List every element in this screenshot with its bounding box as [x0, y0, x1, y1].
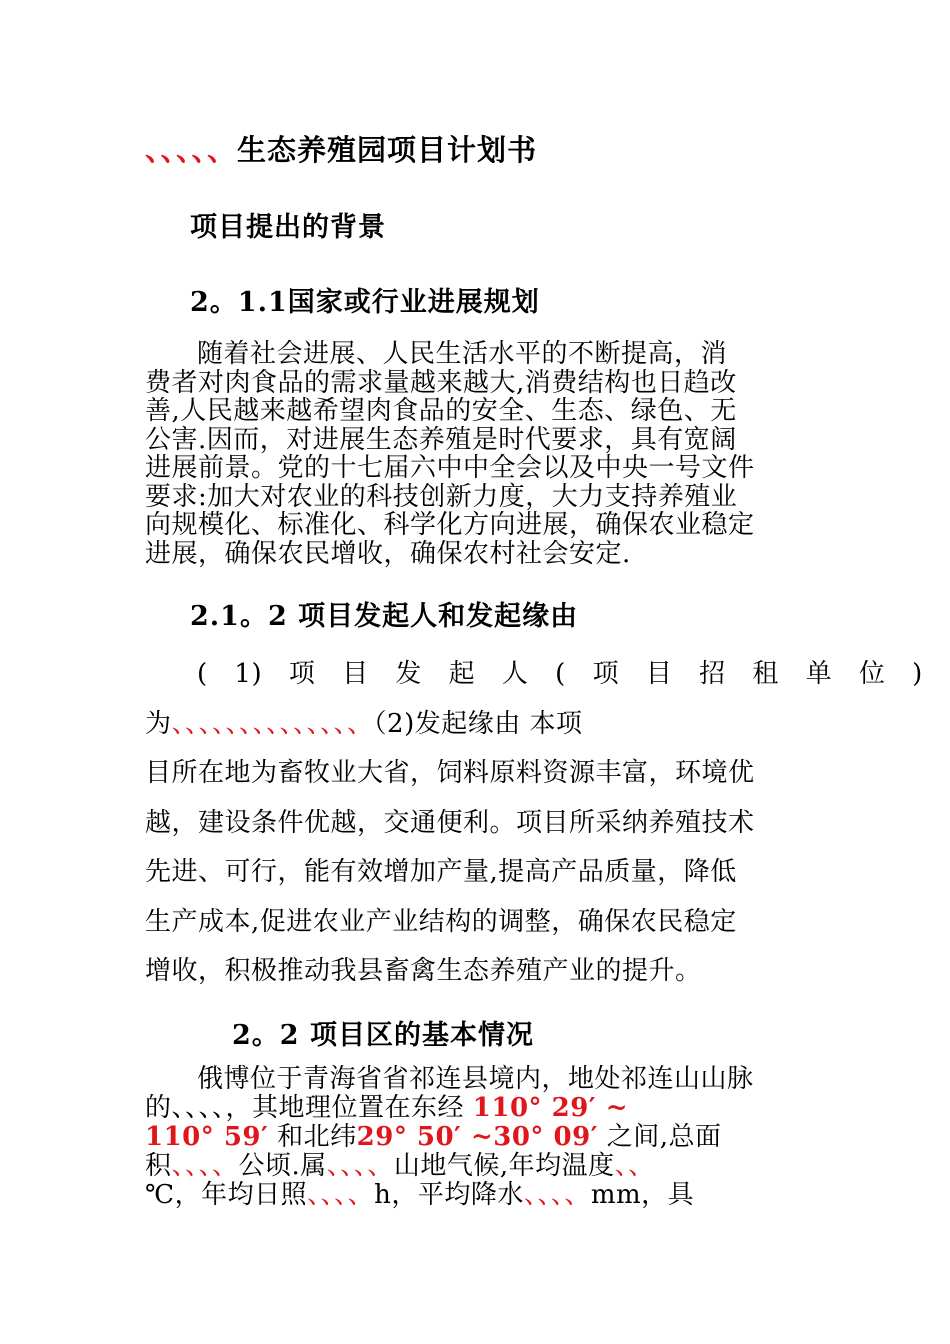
para2-line: 生产成本,促进农业产业结构的调整，确保农民稳定	[145, 906, 737, 937]
placeholder-marks: 、、、、	[326, 1151, 394, 1181]
longitude-value: 110° 59′	[145, 1122, 269, 1152]
latitude-value: 29° 50′ ~30° 09′	[356, 1122, 599, 1152]
paragraph-project-initiator	[145, 650, 923, 997]
para1-line: 要求:加大对农业的科技创新力度，大力支持养殖业	[145, 481, 738, 512]
placeholder-marks: 、、、、	[171, 1151, 239, 1181]
heading-background: 项目提出的背景	[190, 212, 386, 243]
para2-line: ( 1) 项 目 发 起 人 ( 项 目 招 租 单 位 )	[197, 659, 923, 689]
paragraph-project-area	[145, 1065, 754, 1210]
paragraph-development-plan	[145, 340, 755, 568]
para1-line: 随着社会进展、人民生活水平的不断提高，消	[197, 339, 728, 369]
heading-section-2-1-2: 2.1。2 项目发起人和发起缘由	[190, 601, 579, 632]
placeholder-marks: 、、、、	[307, 1180, 375, 1210]
para3-line: ℃，年均日照、、、、h，平均降水、、、、mm，具	[145, 1180, 695, 1210]
para2-line: 越，建设条件优越，交通便利。项目所采纳养殖技术	[145, 807, 755, 838]
para3-line: 的、、、、，其地理位置在东经 110° 29′ ~	[145, 1093, 628, 1123]
para2-line: 为、、、、、、、、、、、、、、（2)发起缘由 本项	[145, 708, 583, 739]
para2-line: 目所在地为畜牧业大省，饲料原料资源丰富，环境优	[145, 758, 755, 788]
para1-line: 向规模化、标准化、科学化方向进展，确保农业稳定	[145, 510, 755, 540]
para1-line: 公害.因而，对进展生态养殖是时代要求，具有宽阔	[145, 424, 737, 455]
title-text: 生态养殖园项目计划书	[237, 133, 538, 167]
heading-section-2-1-1: 2。1.1国家或行业进展规划	[190, 287, 540, 318]
para2-line: 先进、可行，能有效增加产量,提高产品质量，降低	[145, 857, 737, 887]
para1-line: 善,人民越来越希望肉食品的安全、生态、绿色、无	[145, 396, 737, 426]
para2-line: 增收，积极推动我县畜禽生态养殖产业的提升。	[145, 956, 702, 986]
placeholder-marks: 、、	[614, 1151, 655, 1181]
para1-line: 进展，确保农民增收，确保农村社会安定.	[145, 538, 631, 569]
longitude-value: 110° 29′ ~	[472, 1093, 628, 1123]
heading-section-2-2: 2。2 项目区的基本情况	[232, 1020, 534, 1051]
para1-line: 进展前景。党的十七届六中中全会以及中央一号文件	[145, 453, 755, 483]
para3-line: 俄博位于青海省省祁连县境内，地处祁连山山脉	[197, 1064, 754, 1094]
para3-line: 110° 59′ 和北纬29° 50′ ~30° 09′ 之间,总面	[145, 1122, 722, 1152]
title-prefix-marks: 、、、、、	[145, 133, 238, 167]
placeholder-marks: 、、、、、、、、、、、、、、	[171, 708, 374, 739]
document-title	[145, 128, 537, 169]
placeholder-marks: 、、、、	[523, 1180, 591, 1210]
para1-line: 费者对肉食品的需求量越来越大,消费结构也日趋改	[145, 367, 737, 398]
para3-line: 积、、、、公顷.属、、、、山地气候,年均温度、、	[145, 1151, 655, 1181]
